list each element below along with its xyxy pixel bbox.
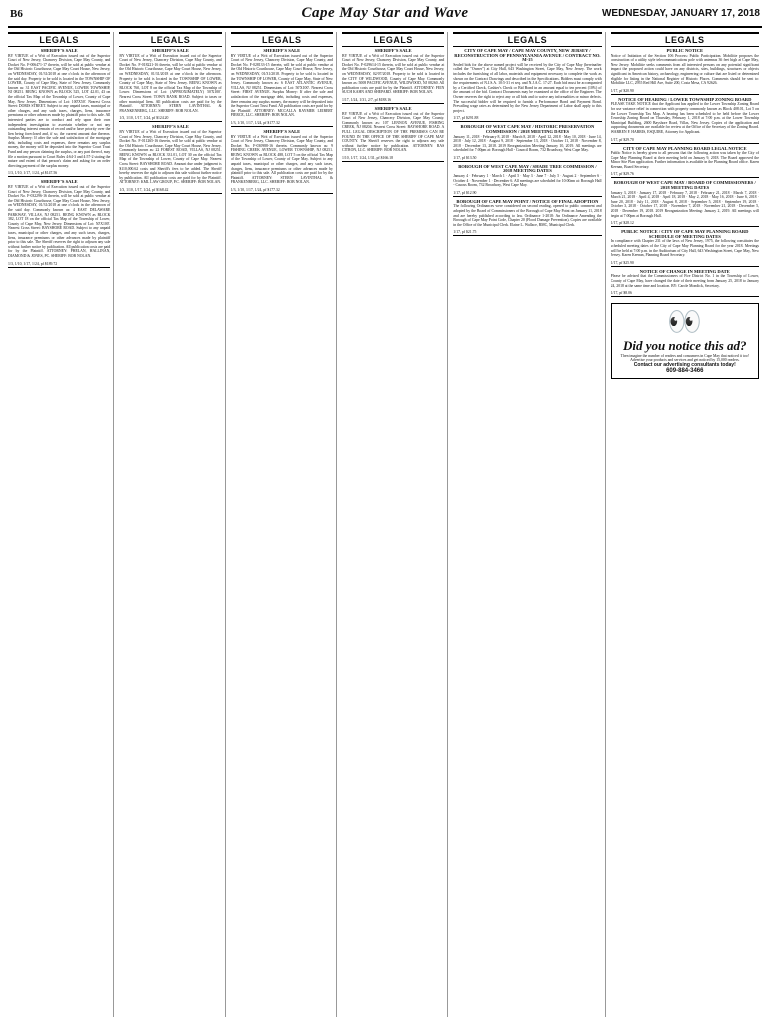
notice-title: PUBLIC NOTICE / CITY OF CAPE MAY PLANNING BOARD SCHEDULE OF MEETING DATES <box>621 229 749 239</box>
notice-title: BOROUGH OF WEST CAPE MAY / BOARD OF COMMISSIONERS / 2018 MEETING DATES <box>613 180 756 191</box>
notice-publication-ref: 1/3, 1/10, 1/17, 1/24, pf $177.32 <box>231 121 333 127</box>
notice-title: BOROUGH OF CAPE MAY POINT / NOTICE OF FINAL ADOPTION <box>456 198 599 204</box>
legal-notice <box>231 49 333 118</box>
column-heading: LEGALS <box>342 32 444 47</box>
notice-title: BOROUGH OF WEST CAPE MAY / HISTORIC PRESERVATION COMMISSION / 2018 MEETING DATES <box>460 124 595 134</box>
notice-body: PLEASE TAKE NOTICE that the Applicant has applied to the Lower Township Zoning Board for use variance relief in connection with property commonly known as Block 408.01, Lot 5 on the Lower Township Tax Map. A hearing has been scheduled to be held before the Lower Township Zoning Board on Thursday, February 1, 2018 at 7:00 p.m. at the Lower Township Municipal Building, 2600 Bayshore Road, Villas, New Jersey. Copies of the application and supporting documents are available for review at the Office of the Secretary of the Zoning Board. WARREN F. HARRIS, ESQUIRE, Attorney for Applicant. <box>610 102 759 134</box>
notice-publication-ref: 1/17, pf $25.90 <box>611 261 759 267</box>
notice-publication-ref: 1/17, pf $28.12 <box>611 221 759 227</box>
legals-column <box>119 32 225 1017</box>
notice-title: CITY OF CAPE MAY / CAPE MAY COUNTY, NEW JERSEY / RECONSTRUCTION OF PENNSYLVANIA AVENUE / CONTRACT NO. M-15 <box>454 48 601 63</box>
notice-title: PUBLIC NOTICE <box>666 48 704 53</box>
legals-column <box>8 32 114 1017</box>
legal-notice <box>231 130 333 185</box>
notice-body: January 4 · February 1 · March 1 · April 5 · May 3 · June 7 · July 5 · August 2 · September 6 · October 4 · November 1 · December 6. All meetings are scheduled for 10:00am at: Borough Hall - Caucus Room, 732 Broadway, West Cape May. <box>453 174 602 188</box>
legal-notice <box>453 200 601 228</box>
notice-publication-ref: 1/17, pf $12.90 <box>453 191 601 197</box>
legal-notice <box>611 49 759 86</box>
notice-title: SHERIFF'S SALE <box>152 48 189 53</box>
legal-columns <box>8 32 762 1017</box>
legal-notice <box>8 180 110 258</box>
notice-body: Notice of Initiation of the Section 106 Process: Public Participation. Mobilitie proposes the construction of a utility style telecommunications pole with antennas 36 feet high at Cape May, New Jersey. Mobilitie seeks comments from all interested persons on any potential significant impact the proposed action could have on any districts, sites, buildings, structures or objects significant in American history, archaeology, engineering or culture that are listed or determined eligible for listing in the National Register of Historic Places. Comments should be sent to: Mobilitie LLC, 2955 Red Hill Ave, Suite 200, Costa Mesa, CA 92626. <box>610 53 759 86</box>
legal-notice <box>611 147 759 170</box>
notice-title: SHERIFF'S SALE <box>263 48 301 53</box>
notice-title: NOTICE OF HEARING / LOWER TOWNSHIP ZONING BOARD <box>618 96 752 102</box>
notice-body: BY VIRTUE of a Writ of Execution issued out of the Superior Court of New Jersey, Chancery Division, Cape May County, and Docket No. F-018221-16 therein, will be sold at public vendue at the Old Historic Courthouse, Cape May Court House, New Jersey, on WEDNESDAY, 01/31/2018 at one o'clock in the afternoon. Property to be sold is located in the TOWNSHIP OF LOWER, County of Cape May, State of New Jersey. BEING KNOWN as BLOCK 760, LOT 8 on the official Tax Map of the Township of Lower. Dimensions of Lot: (APPROXIMATELY) 50'X100'. Nearest Cross Street: TOWN BANK ROAD. Subject to taxes or other municipal liens. All publication costs are paid for by the Plaintiff. ATTORNEY: STERN LAVINTHAL & FRANKENBERG, LLC. SHERIFF: BOB NOLAN. <box>119 53 222 113</box>
notice-body: January 3, 2018 · January 17, 2018 · February 7, 2018 · February 21, 2018 · March 7, 2018 · March 21, 2018 · April 4, 2018 · April 18, 2018 · May 2, 2018 · May 16, 2018 · June 6, 2018 · June 20, 2018 · July 11, 2018 · August 8, 2018 · September 5, 2018 · September 19, 2018 · October 3, 2018 · October 17, 2018 · November 7, 2018 · November 21, 2018 · December 5, 2018 · December 19, 2018. 2019 Reorganization Meeting: January 2, 2019. All meetings will begin at 7:00pm at Borough Hall. <box>610 190 759 218</box>
column-heading: LEGALS <box>453 32 601 47</box>
legal-notice <box>611 98 759 135</box>
notice-publication-ref: 1/17, pf $13.50 <box>453 156 601 162</box>
notice-title: SHERIFF'S SALE <box>40 48 78 53</box>
notice-publication-ref: 1/17, pf $8.06 <box>611 291 759 297</box>
newspaper-page <box>8 4 762 1020</box>
legal-notice <box>453 165 601 188</box>
column-heading: LEGALS <box>119 32 221 47</box>
column-heading: LEGALS <box>8 32 110 47</box>
notice-publication-ref: 1/17, 1/24, 1/31, 2/7, pf $188.16 <box>342 98 444 104</box>
notice-publication-ref: 1/3, 1/10, 1/17, 1/24, pf $124.20 <box>119 116 221 122</box>
ad-headline: Did you notice this ad? <box>623 338 747 354</box>
notice-publication-ref: 1/17, pf $29.76 <box>611 172 759 178</box>
notice-publication-ref: 1/3, 1/10, 1/17, 1/24, pf $168.42 <box>119 188 221 194</box>
notice-body: BY VIRTUE of a Writ of Execution issued out of the Superior Court of New Jersey, Chancery Division, Cape May County, and Docket No. F-032296-16 therein, will be sold at public vendue at the Old Historic Courthouse, Cape May Court House, New Jersey, on WEDNESDAY, 01/31/2018 at one o'clock in the afternoon of the said day. Commonly known as: 4 EAST DELAWARE PARKWAY, VILLAS, NJ 08251. BEING KNOWN as BLOCK 382, LOT 18 on the official Tax Map of the Township of Lower, County of Cape May, New Jersey. Dimensions of Lot: 50'X100'. Nearest Cross Street: BAYSHORE ROAD. Subject to any unpaid taxes, municipal or other charges, and any such taxes, charges, liens, insurance premiums or other advances made by plaintiff prior to this sale. The Sheriff reserves the right to adjourn any sale without further notice by publication. All publication costs are paid for by the Plaintiff. ATTORNEY: PHELAN, HALLINAN, DIAMOND & JONES, PC. SHERIFF: BOB NOLAN. <box>8 185 111 258</box>
notice-body: Please be advised that the Commissioners of Fire District No. 1 in the Township of Lower, County of Cape May, have changed the date of their meeting from January 25, 2018 to January 24, 2018 at the same time and location. BY: Carole Mondick, Secretary. <box>610 274 759 288</box>
legal-notice <box>8 49 110 168</box>
notice-body: BY VIRTUE of a Writ of Execution issued out of the Superior Court of New Jersey, Chancery Division, Cape May County, and Docket No. F-006471-17 therein, will be sold at public vendue at the Old Historic Courthouse, Cape May Court House, New Jersey, on WEDNESDAY, 01/31/2018 at one o'clock in the afternoon of the said day. Property to be sold is located in the TOWNSHIP OF LOWER, County of Cape May, State of New Jersey. Commonly known as: 31 EAST PACIFIC AVENUE, LOWER TOWNSHIP, NJ 08251. BEING KNOWN as BLOCK 525, LOT 42.01, 43 on the official Tax Map of the Township of Lower, County of Cape May, New Jersey. Dimensions of Lot: 100'X50'. Nearest Cross Street: DORIS STREET. Subject to any unpaid taxes, municipal or other charges, and any such taxes, charges, liens, insurance premiums or other advances made by plaintiff prior to this sale. All interested parties are to conduct and rely upon their own independent investigation to ascertain whether or not any outstanding interest remain of record and/or have priority over the lien being foreclosed and, if so, the current amount due thereon. Surplus Money: If after the sale and satisfaction of the mortgage debt, including costs and expenses, there remains any surplus money, the money will be deposited into the Superior Court Trust Fund and any person claiming the surplus, or any part thereof, may file a motion pursuant to Court Rules 4:64-3 and 4:57-2 stating the nature and extent of that person's claim and asking for an order directing payment of the surplus money. <box>8 53 111 168</box>
legals-column <box>453 32 605 1017</box>
notice-body: In compliance with Chapter 231 of the laws of New Jersey, 1975, the following constitutes the scheduled meeting dates of the City of Cape May Planning Board for the year 2018. Meetings will be held at 7:00 p.m. in the Auditorium of City Hall, 643 Washington Street, Cape May, New Jersey. Karen Keenan, Planning Board Secretary. <box>610 239 759 258</box>
legal-notice <box>119 125 221 185</box>
page-number: B6 <box>10 8 23 20</box>
notice-publication-ref: 1/17, pf $29.70 <box>611 138 759 144</box>
notice-body: BY VIRTUE of a Writ of Execution issued out of the Superior Court of New Jersey, Chancery Division, Cape May County, and Docket No. F-028133-15 therein, will be sold at public vendue at the Old Historic Courthouse, Cape May Court House, New Jersey, on WEDNESDAY, 01/31/2018. Property to be sold is located in the TOWNSHIP OF LOWER, County of Cape May, State of New Jersey. Commonly known as: 6 EAST ATLANTIC AVENUE, VILLAS, NJ 08251. Dimensions of Lot: 50'X100'. Nearest Cross Street: FIRST AVENUE. Surplus Money: If after the sale and satisfaction of the mortgage debt, including costs and expenses, there remains any surplus money, the money will be deposited into the Superior Court Trust Fund. All publication costs are paid for by the Plaintiff. ATTORNEY: MCCALLA RAYMER LEIBERT PIERCE, LLC. SHERIFF: BOB NOLAN. <box>230 53 333 118</box>
legals-column <box>611 32 762 1017</box>
notice-publication-ref: 1/3, 1/10, 1/17, 1/24, pf $189.72 <box>8 262 110 268</box>
notice-title: SHERIFF'S SALE <box>374 48 412 53</box>
legal-notice <box>611 181 759 218</box>
notice-title: SHERIFF'S SALE <box>374 105 412 111</box>
notice-publication-ref: 1/3, 1/10, 1/17, 1/24, pf $177.32 <box>231 188 333 194</box>
notice-body: Public Notice is hereby given to all persons that the following action was taken by the City of Cape May Planning Board at their meeting held on January 9, 2018. The Board approved the Minor Site Plan application. Further information is available in the Planning Board office. Karen Keenan, Board Secretary. <box>610 151 759 169</box>
notice-title: BOROUGH OF WEST CAPE MAY / SHADE TREE COMMISSION / 2018 MEETING DATES <box>458 163 597 174</box>
notice-publication-ref: 1/3, 1/10, 1/17, 1/24, pf $147.56 <box>8 171 110 177</box>
column-heading: LEGALS <box>611 32 759 47</box>
legal-notice <box>453 125 601 153</box>
notice-title: CITY OF CAPE MAY PLANNING BOARD LEGAL NOTICE <box>623 145 747 151</box>
notice-title: SHERIFF'S SALE <box>40 179 78 185</box>
page-header <box>8 4 762 28</box>
notice-body: January 11, 2018 · February 8, 2018 · March 8, 2018 · April 12, 2018 · May 10, 2018 · June 14, 2018 · July 12, 2018 · August 9, 2018 · September 13, 2018 · October 11, 2018 · November 8, 2018 · December 13, 2018. 2019 Reorganization Meeting January 10, 2019. All meetings are scheduled for 7:00pm at: Borough Hall - Council Room, 732 Broadway, West Cape May. <box>453 134 602 153</box>
ad-cta: Contact our advertising consultants today! <box>633 362 736 369</box>
legal-notice <box>453 49 601 113</box>
legal-notice <box>342 107 444 153</box>
notice-body: BY VIRTUE of a Writ of Execution issued out of the Superior Court of New Jersey, Chancery Division, Cape May County, and Docket No. F-030988-16 therein. Commonly known as: 9 FISHING CREEK AVENUE, LOWER TOWNSHIP, NJ 08251. BEING KNOWN as BLOCK 488, LOT 5 on the official Tax Map of the Township of Lower, County of Cape May. Subject to any unpaid taxes, municipal or other charges, and any such taxes, charges, liens, insurance premiums or other advances made by plaintiff prior to this sale. All publication costs are paid for by the Plaintiff. ATTORNEY: STERN LAVINTHAL & FRANKENBERG, LLC. SHERIFF: BOB NOLAN. <box>230 134 333 185</box>
eyes-icon: 👀 <box>667 307 703 339</box>
issue-date: WEDNESDAY, JANUARY 17, 2018 <box>601 8 760 19</box>
legals-column <box>342 32 448 1017</box>
notice-body: BY VIRTUE of a Writ of Execution issued out of the Superior Court of New Jersey, Chancery Division, Cape May County, and Docket No. F-011265-16 therein, will be sold at public vendue at the Old Historic Courthouse, Cape May Court House, New Jersey. Commonly known as: 22 FOREST ROAD, VILLAS, NJ 08251. BEING KNOWN as BLOCK 331.01, LOT 30 on the official Tax Map of the Township of Lower, County of Cape May. Nearest Cross Street: BAYSHORE ROAD. Amount due under judgment is $110,000.62 costs and Sheriff's fees to be added. The Sheriff hereby reserves the right to adjourn this sale without further notice by publication. All publication costs are paid for by the Plaintiff. ATTORNEY: KML LAW GROUP, P.C. SHERIFF: BOB NOLAN. <box>119 129 222 185</box>
legal-notice <box>119 49 221 113</box>
notice-publication-ref: 1/17, pf $21.75 <box>453 230 601 236</box>
notice-title: NOTICE OF CHANGE IN MEETING DATE <box>639 268 730 274</box>
legal-notice <box>611 230 759 258</box>
masthead: Cape May Star and Wave <box>301 5 469 21</box>
notice-body: The following Ordinances were considered on second reading, opened to public comment and adopted by the Board of Commissioners of the Borough of Cape May Point on January 11, 2018 and are hereby published according to law. Ordinance 1-2018: An Ordinance Amending the Borough of Cape May Point Code, Chapter 20 (Flood Damage Prevention). Copies are available in the Office of the Municipal Clerk. Elaine L. Wallace, RMC, Municipal Clerk. <box>453 204 602 227</box>
notice-body: BY VIRTUE of a Writ of Execution issued out of the Superior Court of New Jersey, Chancery Division, Cape May County. Commonly known as: 107 LENNOX AVENUE, FISHING CREEK, NJ 08204. Nearest Cross Street: BAYSHORE ROAD. A FULL LEGAL DESCRIPTION OF THE PREMISES CAN BE FOUND IN THE OFFICE OF THE SHERIFF OF CAPE MAY COUNTY. The Sheriff reserves the right to adjourn any sale without further notice by publication. ATTORNEY: RAS CITRON, LLC. SHERIFF: BOB NOLAN. <box>341 111 445 153</box>
notice-title: SHERIFF'S SALE <box>263 128 301 134</box>
ad-body: Then imagine the number of readers and consumers in Cape May that noticed it too! Advertise your products and services and get noticed by 15,000 readers. <box>620 354 749 363</box>
legal-notice <box>611 270 759 288</box>
notice-body: BY VIRTUE of a Writ of Execution issued out of the Superior Court of New Jersey, Chancery Division, Cape May County, and Docket No. F-029614-15 therein, will be sold at public vendue at the Old Historic Courthouse, Cape May Court House, New Jersey, on WEDNESDAY, 02/07/2018. Property to be sold is located in the CITY OF WILDWOOD, County of Cape May. Commonly known as: 5008 PACIFIC AVENUE, WILDWOOD, NJ 08260. All publication costs are paid for by the Plaintiff. ATTORNEY: FEIN SUCH KAHN AND SHEPARD. SHERIFF: BOB NOLAN. <box>341 53 445 95</box>
ad-phone: 609-884-3466 <box>666 368 704 375</box>
column-heading: LEGALS <box>231 32 333 47</box>
legals-column <box>231 32 337 1017</box>
legal-notice <box>342 49 444 95</box>
notice-title: SHERIFF'S SALE <box>152 124 189 130</box>
house-ad <box>611 303 759 379</box>
notice-publication-ref: 1/17, pf $291.88 <box>453 116 601 122</box>
notice-body: Sealed bids for the above named project will be received by the City of Cape May (hereinafter called the "Owner") at City Hall, 643 Washington Street, Cape May, New Jersey. The work includes the furnishing of all labor, materials and equipment necessary to complete the work as shown on the Contract Drawings and described in the Specifications. Bidders must comply with the requirements of N.J.S.A. 10:5-31 et seq. and N.J.A.C. 17:27. Each bid must be accompanied by a Certified Check, Cashier's Check or Bid Bond in an amount equal to ten percent (10%) of the amount of the bid. Contract Documents may be examined at the office of the Engineer. The Owner reserves the right to reject any or all bids and to waive any informalities or minor defects. The successful bidder will be required to furnish a Performance Bond and Payment Bond. Prevailing wage rates as determined by the New Jersey Department of Labor shall apply to this project. <box>453 62 602 113</box>
notice-publication-ref: 1/17, pf $20.90 <box>611 89 759 95</box>
notice-publication-ref: 1/10, 1/17, 1/24, 1/31, pf $166.18 <box>342 156 444 162</box>
